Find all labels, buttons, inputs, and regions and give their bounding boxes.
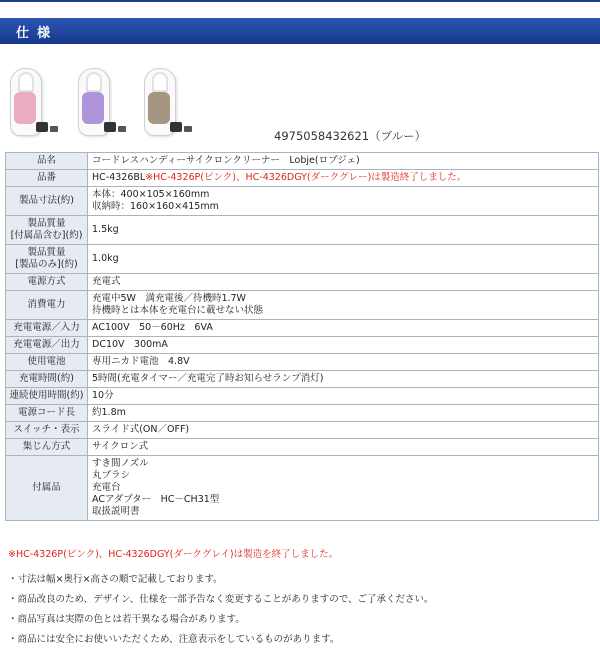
spec-label: 品番	[6, 170, 88, 187]
spec-value	[88, 456, 599, 521]
spec-value-line: 充電中5W 満充電後／待機時1.7W	[92, 293, 246, 304]
top-rule	[0, 0, 600, 2]
spec-value-line: 取扱説明書	[92, 506, 140, 517]
spec-value-line: DC10V 300mA	[92, 339, 168, 350]
spec-value	[88, 320, 599, 337]
spec-row	[6, 405, 599, 422]
jan-code: 4975058432621（ブルー）	[274, 129, 427, 143]
spec-label: 付属品	[6, 456, 88, 521]
spec-value-line: ACアダプター HC－CH31型	[92, 494, 220, 505]
spec-value	[88, 422, 599, 439]
spec-label: 製品質量 [製品のみ](約)	[6, 245, 88, 274]
spec-value-line: AC100V 50－60Hz 6VA	[92, 322, 213, 333]
spec-label: スイッチ・表示	[6, 422, 88, 439]
spec-label: 使用電池	[6, 354, 88, 371]
spec-row	[6, 245, 599, 274]
spec-value	[88, 170, 599, 187]
spec-row	[6, 422, 599, 439]
spec-label: 品名	[6, 153, 88, 170]
notes-list	[8, 573, 434, 653]
spec-value-line: 専用ニカド電池 4.8V	[92, 356, 190, 367]
spec-value-line: サイクロン式	[92, 441, 149, 452]
spec-label: 電源方式	[6, 274, 88, 291]
spec-label: 集じん方式	[6, 439, 88, 456]
spec-value-line: 丸ブラシ	[92, 470, 131, 481]
spec-value-line: 充電台	[92, 482, 121, 493]
spec-value	[88, 388, 599, 405]
spec-row	[6, 170, 599, 187]
spec-value-line: コードレスハンディーサイクロンクリーナー Lobje(ロブジェ)	[92, 155, 360, 166]
spec-value-line: HC-4326BL※HC-4326P(ピンク)、HC-4326DGY(ダークグレー)は製造終了しました。	[92, 172, 467, 183]
discontinued-note: ※HC-4326P(ピンク)、HC-4326DGY(ダークグレイ)は製造を終了しました。	[8, 549, 339, 560]
spec-note: ※HC-4326P(ピンク)、HC-4326DGY(ダークグレー)は製造終了しました。	[145, 172, 467, 183]
spec-value	[88, 354, 599, 371]
spec-value-line: すき間ノズル	[92, 458, 149, 469]
section-title: 仕様	[16, 26, 59, 41]
spec-row	[6, 216, 599, 245]
spec-value-line: 充電式	[92, 276, 121, 287]
spec-row	[6, 354, 599, 371]
spec-row	[6, 274, 599, 291]
spec-value	[88, 216, 599, 245]
spec-value	[88, 291, 599, 320]
section-header	[0, 18, 600, 44]
spec-row	[6, 187, 599, 216]
spec-value	[88, 337, 599, 354]
spec-value	[88, 405, 599, 422]
spec-value	[88, 274, 599, 291]
spec-table	[5, 152, 599, 521]
spec-row	[6, 371, 599, 388]
spec-label: 連続使用時間(約)	[6, 388, 88, 405]
spec-value-line: 10分	[92, 390, 114, 401]
spec-value-line: 収納時：160×160×415mm	[92, 201, 219, 212]
note-item: ・寸法は幅×奥行×高さの順で記載しております。	[8, 574, 223, 585]
spec-row	[6, 388, 599, 405]
spec-label: 電源コード長	[6, 405, 88, 422]
spec-label: 充電時間(約)	[6, 371, 88, 388]
spec-row	[6, 456, 599, 521]
spec-value-line: 1.5kg	[92, 224, 119, 235]
spec-row	[6, 320, 599, 337]
spec-row	[6, 337, 599, 354]
product-image-purple	[78, 68, 112, 136]
spec-label: 製品寸法(約)	[6, 187, 88, 216]
spec-value	[88, 187, 599, 216]
spec-value-line: 待機時とは本体を充電台に載せない状態	[92, 305, 264, 316]
note-item: ・商品には安全にお使いいただくため、注意表示をしているものがあります。	[8, 634, 340, 645]
spec-value-line: 本体：400×105×160mm	[92, 189, 210, 200]
spec-value-line: 1.0kg	[92, 253, 119, 264]
note-item: ・商品写真は実際の色とは若干異なる場合があります。	[8, 614, 245, 625]
spec-label: 製品質量 [付属品含む](約)	[6, 216, 88, 245]
spec-value	[88, 245, 599, 274]
spec-label: 充電電源／入力	[6, 320, 88, 337]
spec-value	[88, 439, 599, 456]
spec-value-line: スライド式(ON／OFF)	[92, 424, 190, 435]
spec-label: 消費電力	[6, 291, 88, 320]
spec-value-line: 約1.8m	[92, 407, 126, 418]
spec-value	[88, 153, 599, 170]
spec-label: 充電電源／出力	[6, 337, 88, 354]
spec-row	[6, 439, 599, 456]
spec-row	[6, 153, 599, 170]
product-image-brown	[144, 68, 178, 136]
spec-value	[88, 371, 599, 388]
spec-row	[6, 291, 599, 320]
product-image-pink	[10, 68, 44, 136]
spec-value-line: 5時間(充電タイマー／充電完了時お知らせランプ消灯)	[92, 373, 324, 384]
note-item: ・商品改良のため、デザイン、仕様を一部予告なく変更することがありますので、ご了承ください。	[8, 594, 434, 605]
